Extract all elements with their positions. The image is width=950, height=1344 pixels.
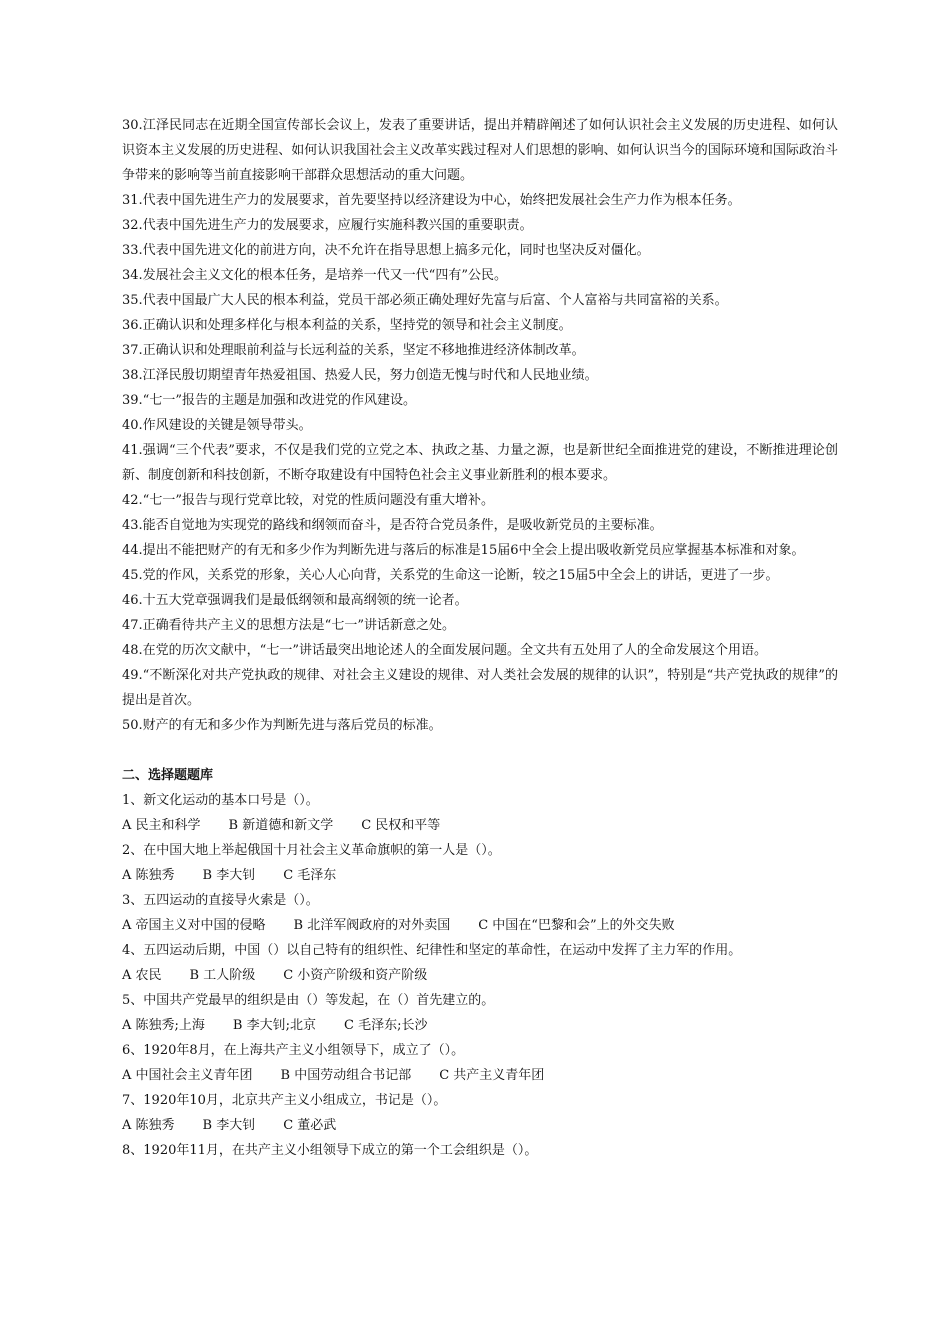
statement-item: 37.正确认识和处理眼前利益与长远利益的关系，坚定不移地推进经济体制改革。 [122,343,585,358]
option-a: A 帝国主义对中国的侵略 [122,918,266,933]
option-a: A 陈独秀 [122,1118,175,1133]
option-c: C 共产主义青年团 [439,1068,545,1083]
option-a: A 中国社会主义青年团 [122,1068,253,1083]
statement-item: 38.江泽民殷切期望青年热爱祖国、热爱人民，努力创造无愧与时代和人民地业绩。 [122,368,598,383]
option-c: C 中国在“巴黎和会”上的外交失败 [478,918,675,933]
question-text: 7、1920年10月，北京共产主义小组成立，书记是（）。 [122,1093,447,1108]
statement-item: 45.党的作风，关系党的形象，关心人心向背，关系党的生命这一论断，较之15届5中全会上的讲话，更进了一步。 [122,568,779,583]
option-a: A 陈独秀 [122,868,175,883]
option-a: A 民主和科学 [122,818,201,833]
statement-item: 35.代表中国最广大人民的根本利益，党员干部必须正确处理好先富与后富、个人富裕与共同富裕的关系。 [122,293,728,308]
statement-item: 39.“七一”报告的主题是加强和改进党的作风建设。 [122,393,416,408]
statement-item: 34.发展社会主义文化的根本任务，是培养一代又一代“四有”公民。 [122,268,507,283]
options-row [122,813,838,838]
statement-item: 44.提出不能把财产的有无和多少作为判断先进与落后的标准是15届6中全会上提出吸收新党员应掌握基本标准和对象。 [122,543,805,558]
option-b: B 李大钊 [202,1118,256,1133]
option-a: A 陈独秀;上海 [122,1018,205,1033]
question-text: 5、中国共产党最早的组织是由（）等发起，在（）首先建立的。 [122,993,495,1008]
option-c: C 民权和平等 [361,818,441,833]
question-text: 3、五四运动的直接导火索是（）。 [122,893,319,908]
statement-item: 32.代表中国先进生产力的发展要求，应履行实施科教兴国的重要职责。 [122,218,533,233]
statement-item: 48.在党的历次文献中，“七一”讲话最突出地论述人的全面发展问题。全文共有五处用了人的全命发展这个用语。 [122,643,767,658]
option-b: B 李大钊;北京 [232,1018,316,1033]
option-c: C 毛泽东;长沙 [343,1018,428,1033]
section-title: 二、选择题题库 [122,768,214,783]
statement-item: 42.“七一”报告与现行党章比较，对党的性质问题没有重大增补。 [122,493,494,508]
section-gap [122,738,838,763]
option-b: B 中国劳动组合书记部 [280,1068,412,1083]
options-row [122,863,838,888]
statement-item: 31.代表中国先进生产力的发展要求，首先要坚持以经济建设为中心，始终把发展社会生产力作为根本任务。 [122,193,741,208]
option-c: C 董必武 [283,1118,337,1133]
options-row [122,1063,838,1088]
option-c: C 毛泽东 [283,868,337,883]
statement-item: 50.财产的有无和多少作为判断先进与落后党员的标准。 [122,718,442,733]
statement-item: 46.十五大党章强调我们是最低纲领和最高纲领的统一论者。 [122,593,468,608]
question-text: 6、1920年8月，在上海共产主义小组领导下，成立了（）。 [122,1043,465,1058]
question-text: 1、新文化运动的基本口号是（）。 [122,793,319,808]
statement-item: 36.正确认识和处理多样化与根本利益的关系，坚持党的领导和社会主义制度。 [122,318,572,333]
question-text: 4、五四运动后期，中国（）以自己特有的组织性、纪律性和坚定的革命性，在运动中发挥了主力军的作用。 [122,943,742,958]
option-b: B 北洋军阀政府的对外卖国 [293,918,451,933]
options-row [122,913,838,938]
true-false-list [122,113,838,738]
option-b: B 新道德和新文学 [228,818,334,833]
multiple-choice-list [122,788,838,1163]
statement-item: 47.正确看待共产主义的思想方法是“七一”讲话新意之处。 [122,618,455,633]
statement-item: 30.江泽民同志在近期全国宣传部长会议上，发表了重要讲话，提出并精辟阐述了如何认识社会主义发展的历史进程、如何认识资本主义发展的历史进程、如何认识我国社会主义改革实践过程对人们思想的影响、如何认识当今的国际环境和国际政治斗争带来的影响等当前直接影响干部群众思想活动的重大问题。 [122,118,838,183]
options-row [122,1013,838,1038]
question-text: 2、在中国大地上举起俄国十月社会主义革命旗帜的第一人是（）。 [122,843,501,858]
statement-item: 41.强调“三个代表”要求，不仅是我们党的立党之本、执政之基、力量之源，也是新世纪全面推进党的建设，不断推进理论创新、制度创新和科技创新，不断夺取建设有中国特色社会主义事业新胜利的根本要求。 [122,443,838,483]
option-a: A 农民 [122,968,162,983]
options-row [122,963,838,988]
option-b: B 工人阶级 [189,968,256,983]
statement-item: 40.作风建设的关键是领导带头。 [122,418,312,433]
document-page [122,113,838,1163]
options-row [122,1113,838,1138]
option-c: C 小资产阶级和资产阶级 [283,968,428,983]
statement-item: 49.“不断深化对共产党执政的规律、对社会主义建设的规律、对人类社会发展的规律的认识”，特别是“共产党执政的规律”的提出是首次。 [122,668,838,708]
option-b: B 李大钊 [202,868,256,883]
question-text: 8、1920年11月，在共产主义小组领导下成立的第一个工会组织是（）。 [122,1143,538,1158]
statement-item: 33.代表中国先进文化的前进方向，决不允许在指导思想上搞多元化，同时也坚决反对僵化。 [122,243,650,258]
statement-item: 43.能否自觉地为实现党的路线和纲领而奋斗，是否符合党员条件，是吸收新党员的主要标准。 [122,518,663,533]
